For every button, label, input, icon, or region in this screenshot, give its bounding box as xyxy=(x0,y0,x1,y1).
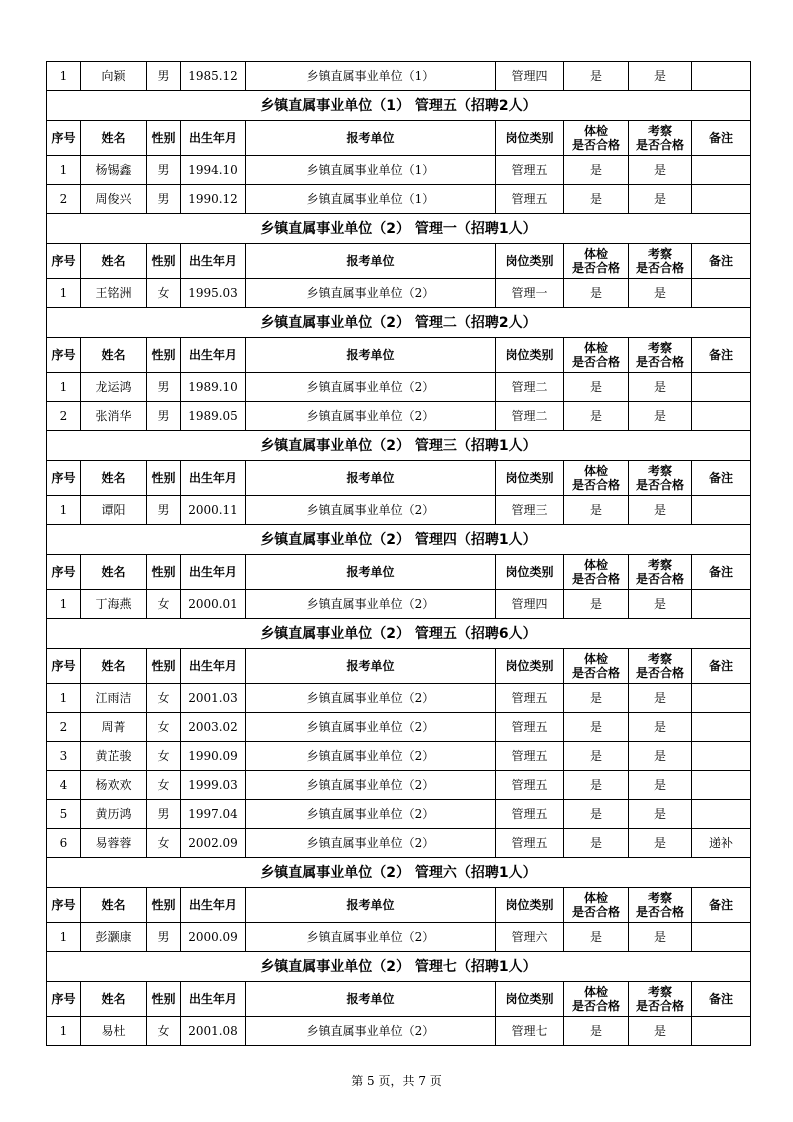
header-inspection: 考察 是否合格 xyxy=(629,461,692,496)
cell-unit: 乡镇直属事业单位（2） xyxy=(246,829,496,858)
cell-remark xyxy=(692,156,751,185)
cell-name: 张消华 xyxy=(81,402,147,431)
cell-medical: 是 xyxy=(564,373,629,402)
cell-inspection: 是 xyxy=(629,923,692,952)
header-birth: 出生年月 xyxy=(181,244,246,279)
section-title: 乡镇直属事业单位（2） 管理六（招聘1人） xyxy=(47,858,751,888)
cell-gender: 男 xyxy=(147,800,181,829)
cell-unit: 乡镇直属事业单位（2） xyxy=(246,713,496,742)
header-index: 序号 xyxy=(47,649,81,684)
header-remark: 备注 xyxy=(692,244,751,279)
header-birth: 出生年月 xyxy=(181,461,246,496)
cell-index: 1 xyxy=(47,373,81,402)
cell-remark xyxy=(692,373,751,402)
recruitment-table xyxy=(46,61,751,1046)
section-title-row xyxy=(47,431,751,461)
cell-unit: 乡镇直属事业单位（1） xyxy=(246,62,496,91)
cell-unit: 乡镇直属事业单位（2） xyxy=(246,402,496,431)
header-medical: 体检 是否合格 xyxy=(564,338,629,373)
cell-index: 6 xyxy=(47,829,81,858)
cell-medical: 是 xyxy=(564,496,629,525)
section-title: 乡镇直属事业单位（2） 管理二（招聘2人） xyxy=(47,308,751,338)
header-row xyxy=(47,555,751,590)
cell-remark xyxy=(692,279,751,308)
table-row xyxy=(47,402,751,431)
table-row xyxy=(47,279,751,308)
header-remark: 备注 xyxy=(692,888,751,923)
header-medical: 体检 是否合格 xyxy=(564,982,629,1017)
cell-remark xyxy=(692,800,751,829)
header-unit: 报考单位 xyxy=(246,982,496,1017)
header-name: 姓名 xyxy=(81,982,147,1017)
cell-index: 5 xyxy=(47,800,81,829)
cell-remark xyxy=(692,742,751,771)
header-index: 序号 xyxy=(47,982,81,1017)
cell-remark xyxy=(692,496,751,525)
header-index: 序号 xyxy=(47,121,81,156)
section-title-row xyxy=(47,308,751,338)
cell-medical: 是 xyxy=(564,742,629,771)
cell-unit: 乡镇直属事业单位（2） xyxy=(246,771,496,800)
cell-index: 4 xyxy=(47,771,81,800)
header-name: 姓名 xyxy=(81,338,147,373)
header-birth: 出生年月 xyxy=(181,982,246,1017)
cell-name: 王铭洲 xyxy=(81,279,147,308)
table-row xyxy=(47,496,751,525)
cell-medical: 是 xyxy=(564,800,629,829)
section-title-row xyxy=(47,525,751,555)
cell-index: 1 xyxy=(47,62,81,91)
cell-name: 丁海燕 xyxy=(81,590,147,619)
cell-index: 2 xyxy=(47,185,81,214)
section-title-row xyxy=(47,952,751,982)
cell-remark xyxy=(692,771,751,800)
table-row xyxy=(47,62,751,91)
section-title: 乡镇直属事业单位（2） 管理一（招聘1人） xyxy=(47,214,751,244)
cell-inspection: 是 xyxy=(629,590,692,619)
header-medical: 体检 是否合格 xyxy=(564,555,629,590)
header-inspection: 考察 是否合格 xyxy=(629,555,692,590)
cell-birth: 1994.10 xyxy=(181,156,246,185)
header-name: 姓名 xyxy=(81,121,147,156)
cell-name: 黄历鸿 xyxy=(81,800,147,829)
header-name: 姓名 xyxy=(81,555,147,590)
cell-unit: 乡镇直属事业单位（1） xyxy=(246,185,496,214)
header-unit: 报考单位 xyxy=(246,338,496,373)
section-title-row xyxy=(47,858,751,888)
header-row xyxy=(47,244,751,279)
cell-medical: 是 xyxy=(564,829,629,858)
header-birth: 出生年月 xyxy=(181,888,246,923)
header-unit: 报考单位 xyxy=(246,461,496,496)
header-birth: 出生年月 xyxy=(181,649,246,684)
cell-remark xyxy=(692,402,751,431)
cell-post: 管理五 xyxy=(496,684,564,713)
cell-name: 易蓉蓉 xyxy=(81,829,147,858)
cell-medical: 是 xyxy=(564,185,629,214)
cell-gender: 男 xyxy=(147,923,181,952)
cell-inspection: 是 xyxy=(629,496,692,525)
table-row xyxy=(47,800,751,829)
table-row xyxy=(47,1017,751,1046)
cell-inspection: 是 xyxy=(629,62,692,91)
cell-birth: 1997.04 xyxy=(181,800,246,829)
cell-inspection: 是 xyxy=(629,771,692,800)
cell-post: 管理五 xyxy=(496,156,564,185)
cell-inspection: 是 xyxy=(629,373,692,402)
cell-birth: 2000.11 xyxy=(181,496,246,525)
section-title: 乡镇直属事业单位（2） 管理三（招聘1人） xyxy=(47,431,751,461)
cell-name: 彭灏康 xyxy=(81,923,147,952)
header-gender: 性别 xyxy=(147,121,181,156)
header-remark: 备注 xyxy=(692,461,751,496)
header-post: 岗位类别 xyxy=(496,244,564,279)
cell-medical: 是 xyxy=(564,156,629,185)
cell-inspection: 是 xyxy=(629,713,692,742)
cell-name: 周菁 xyxy=(81,713,147,742)
header-remark: 备注 xyxy=(692,649,751,684)
section-title: 乡镇直属事业单位（2） 管理五（招聘6人） xyxy=(47,619,751,649)
header-row xyxy=(47,888,751,923)
cell-unit: 乡镇直属事业单位（2） xyxy=(246,684,496,713)
header-row xyxy=(47,461,751,496)
cell-gender: 男 xyxy=(147,496,181,525)
header-index: 序号 xyxy=(47,244,81,279)
cell-medical: 是 xyxy=(564,684,629,713)
header-inspection: 考察 是否合格 xyxy=(629,982,692,1017)
cell-birth: 1989.05 xyxy=(181,402,246,431)
cell-medical: 是 xyxy=(564,62,629,91)
header-unit: 报考单位 xyxy=(246,888,496,923)
cell-name: 龙运鸿 xyxy=(81,373,147,402)
header-post: 岗位类别 xyxy=(496,555,564,590)
section-title-row xyxy=(47,91,751,121)
header-gender: 性别 xyxy=(147,888,181,923)
section-title: 乡镇直属事业单位（2） 管理四（招聘1人） xyxy=(47,525,751,555)
page-footer: 第 5 页，共 7 页 xyxy=(351,1074,442,1088)
header-birth: 出生年月 xyxy=(181,338,246,373)
cell-medical: 是 xyxy=(564,279,629,308)
cell-post: 管理二 xyxy=(496,402,564,431)
cell-medical: 是 xyxy=(564,402,629,431)
cell-post: 管理五 xyxy=(496,185,564,214)
cell-remark: 递补 xyxy=(692,829,751,858)
header-medical: 体检 是否合格 xyxy=(564,461,629,496)
cell-gender: 男 xyxy=(147,402,181,431)
header-inspection: 考察 是否合格 xyxy=(629,888,692,923)
cell-inspection: 是 xyxy=(629,684,692,713)
header-gender: 性别 xyxy=(147,649,181,684)
table-row xyxy=(47,156,751,185)
header-inspection: 考察 是否合格 xyxy=(629,244,692,279)
header-birth: 出生年月 xyxy=(181,121,246,156)
cell-index: 2 xyxy=(47,713,81,742)
cell-unit: 乡镇直属事业单位（1） xyxy=(246,156,496,185)
cell-gender: 女 xyxy=(147,279,181,308)
header-index: 序号 xyxy=(47,461,81,496)
cell-post: 管理四 xyxy=(496,62,564,91)
header-gender: 性别 xyxy=(147,461,181,496)
cell-medical: 是 xyxy=(564,590,629,619)
cell-remark xyxy=(692,185,751,214)
header-post: 岗位类别 xyxy=(496,121,564,156)
section-title-row xyxy=(47,214,751,244)
header-row xyxy=(47,649,751,684)
cell-name: 易杜 xyxy=(81,1017,147,1046)
header-unit: 报考单位 xyxy=(246,244,496,279)
cell-inspection: 是 xyxy=(629,1017,692,1046)
cell-unit: 乡镇直属事业单位（2） xyxy=(246,373,496,402)
cell-gender: 女 xyxy=(147,771,181,800)
cell-name: 黄芷骏 xyxy=(81,742,147,771)
cell-gender: 男 xyxy=(147,185,181,214)
header-post: 岗位类别 xyxy=(496,649,564,684)
cell-post: 管理六 xyxy=(496,923,564,952)
cell-birth: 2000.09 xyxy=(181,923,246,952)
cell-inspection: 是 xyxy=(629,402,692,431)
cell-inspection: 是 xyxy=(629,742,692,771)
cell-remark xyxy=(692,684,751,713)
cell-unit: 乡镇直属事业单位（2） xyxy=(246,590,496,619)
cell-unit: 乡镇直属事业单位（2） xyxy=(246,923,496,952)
cell-post: 管理五 xyxy=(496,713,564,742)
cell-inspection: 是 xyxy=(629,829,692,858)
cell-index: 1 xyxy=(47,923,81,952)
cell-index: 1 xyxy=(47,156,81,185)
cell-medical: 是 xyxy=(564,771,629,800)
cell-birth: 1990.09 xyxy=(181,742,246,771)
header-name: 姓名 xyxy=(81,461,147,496)
cell-index: 1 xyxy=(47,496,81,525)
cell-post: 管理四 xyxy=(496,590,564,619)
cell-post: 管理二 xyxy=(496,373,564,402)
cell-gender: 男 xyxy=(147,62,181,91)
cell-index: 1 xyxy=(47,1017,81,1046)
cell-gender: 男 xyxy=(147,156,181,185)
cell-gender: 女 xyxy=(147,829,181,858)
header-remark: 备注 xyxy=(692,555,751,590)
cell-remark xyxy=(692,713,751,742)
cell-index: 1 xyxy=(47,590,81,619)
cell-index: 1 xyxy=(47,279,81,308)
header-unit: 报考单位 xyxy=(246,555,496,590)
cell-birth: 1989.10 xyxy=(181,373,246,402)
table-row xyxy=(47,771,751,800)
cell-remark xyxy=(692,923,751,952)
cell-inspection: 是 xyxy=(629,185,692,214)
cell-name: 江雨洁 xyxy=(81,684,147,713)
header-row xyxy=(47,982,751,1017)
cell-medical: 是 xyxy=(564,1017,629,1046)
header-gender: 性别 xyxy=(147,982,181,1017)
cell-medical: 是 xyxy=(564,713,629,742)
header-name: 姓名 xyxy=(81,888,147,923)
table-row xyxy=(47,590,751,619)
header-index: 序号 xyxy=(47,555,81,590)
header-birth: 出生年月 xyxy=(181,555,246,590)
cell-index: 2 xyxy=(47,402,81,431)
header-index: 序号 xyxy=(47,888,81,923)
cell-inspection: 是 xyxy=(629,279,692,308)
header-row xyxy=(47,121,751,156)
header-medical: 体检 是否合格 xyxy=(564,244,629,279)
cell-birth: 1985.12 xyxy=(181,62,246,91)
table-row xyxy=(47,373,751,402)
cell-gender: 女 xyxy=(147,684,181,713)
cell-unit: 乡镇直属事业单位（2） xyxy=(246,742,496,771)
table-row xyxy=(47,923,751,952)
header-post: 岗位类别 xyxy=(496,461,564,496)
cell-post: 管理五 xyxy=(496,800,564,829)
cell-gender: 女 xyxy=(147,1017,181,1046)
header-post: 岗位类别 xyxy=(496,338,564,373)
header-remark: 备注 xyxy=(692,338,751,373)
header-post: 岗位类别 xyxy=(496,888,564,923)
cell-inspection: 是 xyxy=(629,800,692,829)
cell-post: 管理一 xyxy=(496,279,564,308)
section-title-row xyxy=(47,619,751,649)
header-post: 岗位类别 xyxy=(496,982,564,1017)
header-inspection: 考察 是否合格 xyxy=(629,649,692,684)
header-gender: 性别 xyxy=(147,338,181,373)
section-title: 乡镇直属事业单位（2） 管理七（招聘1人） xyxy=(47,952,751,982)
header-row xyxy=(47,338,751,373)
header-remark: 备注 xyxy=(692,121,751,156)
header-unit: 报考单位 xyxy=(246,649,496,684)
table-row xyxy=(47,713,751,742)
cell-name: 周俊兴 xyxy=(81,185,147,214)
table-row xyxy=(47,684,751,713)
cell-remark xyxy=(692,1017,751,1046)
cell-unit: 乡镇直属事业单位（2） xyxy=(246,800,496,829)
cell-birth: 1995.03 xyxy=(181,279,246,308)
header-unit: 报考单位 xyxy=(246,121,496,156)
header-name: 姓名 xyxy=(81,244,147,279)
cell-unit: 乡镇直属事业单位（2） xyxy=(246,279,496,308)
cell-medical: 是 xyxy=(564,923,629,952)
header-inspection: 考察 是否合格 xyxy=(629,338,692,373)
cell-inspection: 是 xyxy=(629,156,692,185)
cell-gender: 女 xyxy=(147,713,181,742)
table-row xyxy=(47,185,751,214)
cell-remark xyxy=(692,590,751,619)
cell-post: 管理五 xyxy=(496,771,564,800)
header-gender: 性别 xyxy=(147,244,181,279)
cell-gender: 女 xyxy=(147,742,181,771)
header-name: 姓名 xyxy=(81,649,147,684)
cell-gender: 男 xyxy=(147,373,181,402)
cell-birth: 1999.03 xyxy=(181,771,246,800)
header-medical: 体检 是否合格 xyxy=(564,121,629,156)
table-row xyxy=(47,829,751,858)
cell-name: 杨锡鑫 xyxy=(81,156,147,185)
cell-post: 管理三 xyxy=(496,496,564,525)
cell-name: 谭阳 xyxy=(81,496,147,525)
cell-gender: 女 xyxy=(147,590,181,619)
cell-unit: 乡镇直属事业单位（2） xyxy=(246,1017,496,1046)
header-inspection: 考察 是否合格 xyxy=(629,121,692,156)
header-gender: 性别 xyxy=(147,555,181,590)
cell-birth: 1990.12 xyxy=(181,185,246,214)
header-index: 序号 xyxy=(47,338,81,373)
header-medical: 体检 是否合格 xyxy=(564,649,629,684)
cell-post: 管理五 xyxy=(496,742,564,771)
cell-index: 3 xyxy=(47,742,81,771)
cell-post: 管理五 xyxy=(496,829,564,858)
cell-post: 管理七 xyxy=(496,1017,564,1046)
cell-birth: 2003.02 xyxy=(181,713,246,742)
cell-birth: 2000.01 xyxy=(181,590,246,619)
section-title: 乡镇直属事业单位（1） 管理五（招聘2人） xyxy=(47,91,751,121)
header-remark: 备注 xyxy=(692,982,751,1017)
table-row xyxy=(47,742,751,771)
cell-birth: 2001.03 xyxy=(181,684,246,713)
cell-unit: 乡镇直属事业单位（2） xyxy=(246,496,496,525)
cell-remark xyxy=(692,62,751,91)
cell-birth: 2002.09 xyxy=(181,829,246,858)
cell-birth: 2001.08 xyxy=(181,1017,246,1046)
cell-index: 1 xyxy=(47,684,81,713)
header-medical: 体检 是否合格 xyxy=(564,888,629,923)
cell-name: 杨欢欢 xyxy=(81,771,147,800)
cell-name: 向颖 xyxy=(81,62,147,91)
